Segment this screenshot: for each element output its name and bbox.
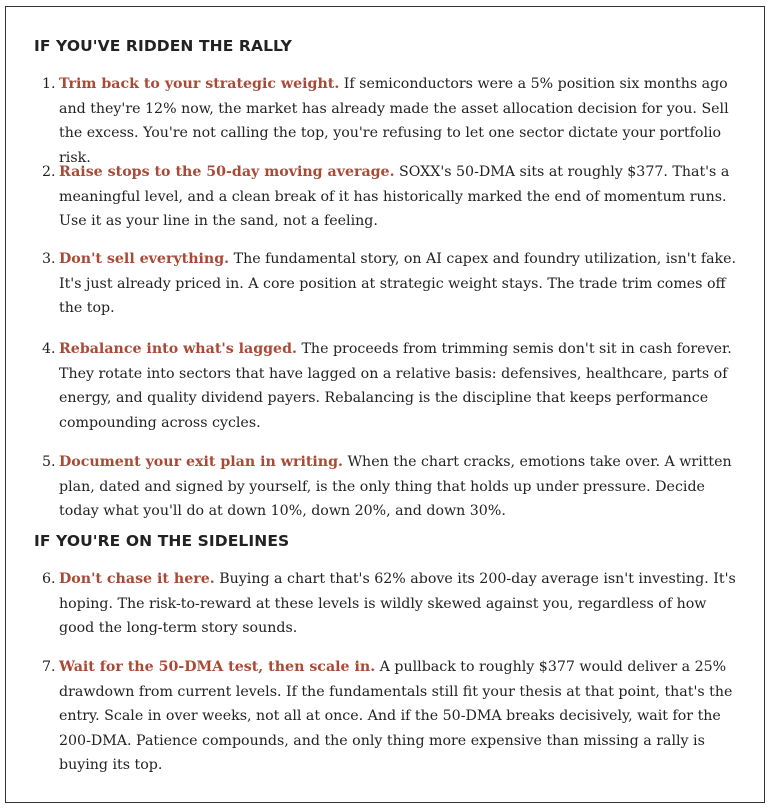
list-number: 1. <box>42 76 56 92</box>
list-item-3 <box>42 247 744 321</box>
item-body: The fundamental story, on AI capex and foundry utilization, isn't fake. It's just already priced in. A core position at strategic weight stays. The trade trim comes off the top. <box>59 251 737 316</box>
item-lead: Don't sell everything. <box>59 251 230 267</box>
list-item-2 <box>42 160 744 234</box>
item-body: SOXX's 50-DMA sits at roughly $377. That's a meaningful level, and a clean break of it has historically marked the end of momentum runs. Use it as your line in the sand, not a feeling. <box>59 164 730 229</box>
item-body: Buying a chart that's 62% above its 200-day average isn't investing. It's hoping. The risk-to-reward at these levels is wildly skewed against you, regardless of how good the long-term story sounds. <box>59 571 736 636</box>
item-lead: Document your exit plan in writing. <box>59 454 343 470</box>
item-lead: Don't chase it here. <box>59 571 215 587</box>
item-lead: Wait for the 50-DMA test, then scale in. <box>59 659 376 675</box>
item-lead: Trim back to your strategic weight. <box>59 76 340 92</box>
list-number: 6. <box>42 571 56 587</box>
list-item-5 <box>42 450 744 524</box>
list-number: 5. <box>42 454 56 470</box>
item-body: A pullback to roughly $377 would deliver a 25% drawdown from current levels. If the fundamentals still fit your thesis at that point, that's the entry. Scale in over weeks, not all at once. And if the 50-DMA breaks decisively, wait for the 200-DMA. Patience compounds, and the only thing more expensive than missing a rally is buying its top. <box>59 659 733 773</box>
item-lead: Rebalance into what's lagged. <box>59 341 297 357</box>
list-item-1 <box>42 72 744 170</box>
list-number: 2. <box>42 164 56 180</box>
item-body: When the chart cracks, emotions take over. A written plan, dated and signed by yourself, is the only thing that holds up under pressure. Decide today what you'll do at down 10%, down 20%, and down 30%. <box>59 454 732 519</box>
list-number: 4. <box>42 341 56 357</box>
item-body: The proceeds from trimming semis don't sit in cash forever. They rotate into sectors that have lagged on a relative basis: defensives, healthcare, parts of energy, and quality dividend payers. Rebalancing is the discipline that keeps performance compounding across cycles. <box>59 341 732 431</box>
list-item-4 <box>42 337 744 435</box>
section-heading-sidelines: IF YOU'RE ON THE SIDELINES <box>34 532 290 550</box>
list-item-7 <box>42 655 744 778</box>
item-body: If semiconductors were a 5% position six months ago and they're 12% now, the market has already made the asset allocation decision for you. Sell the excess. You're not calling the top, you're refusing to let one sector dictate your portfolio risk. <box>59 76 729 166</box>
item-lead: Raise stops to the 50-day moving average. <box>59 164 395 180</box>
list-number: 3. <box>42 251 56 267</box>
list-number: 7. <box>42 659 56 675</box>
section-heading-ridden-rally: IF YOU'VE RIDDEN THE RALLY <box>34 37 292 55</box>
list-item-6 <box>42 567 744 641</box>
